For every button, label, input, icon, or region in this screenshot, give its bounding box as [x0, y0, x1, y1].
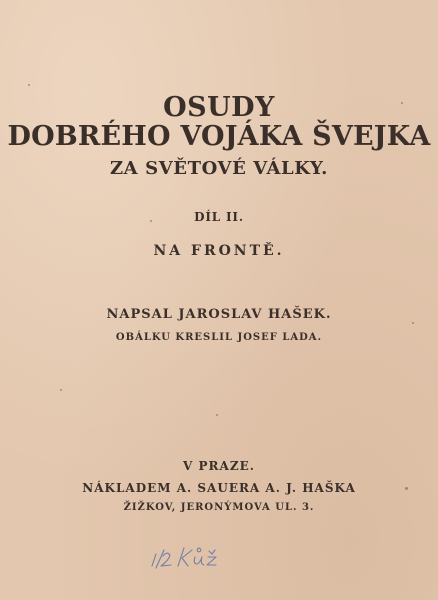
- imprint-publisher: NÁKLADEM A. SAUERA A. J. HAŠKA: [82, 481, 356, 495]
- title-line-2: DOBRÉHO VOJÁKA ŠVEJKA: [7, 121, 431, 152]
- pencil-annotation: [140, 540, 240, 570]
- subtitle: NA FRONTĚ.: [153, 243, 285, 259]
- paper-speck: [405, 487, 408, 490]
- paper-speck: [60, 389, 62, 391]
- author-credit: NAPSAL JAROSLAV HAŠEK.: [106, 307, 332, 322]
- paper-speck: [412, 322, 414, 324]
- imprint-address: ŽIŽKOV, JERONÝMOVA UL. 3.: [123, 502, 315, 513]
- paper-speck: [28, 84, 30, 86]
- title-line-1: OSUDY: [163, 92, 275, 123]
- paper-speck: [150, 220, 152, 222]
- paper-speck: [401, 102, 403, 104]
- imprint-city: V PRAZE.: [183, 459, 255, 473]
- part-number: DÍL II.: [194, 210, 244, 224]
- paper-speck: [216, 414, 218, 416]
- cover-illustrator-credit: OBÁLKU KRESLIL JOSEF LADA.: [115, 332, 323, 343]
- title-line-3: ZA SVĚTOVÉ VÁLKY.: [109, 158, 329, 179]
